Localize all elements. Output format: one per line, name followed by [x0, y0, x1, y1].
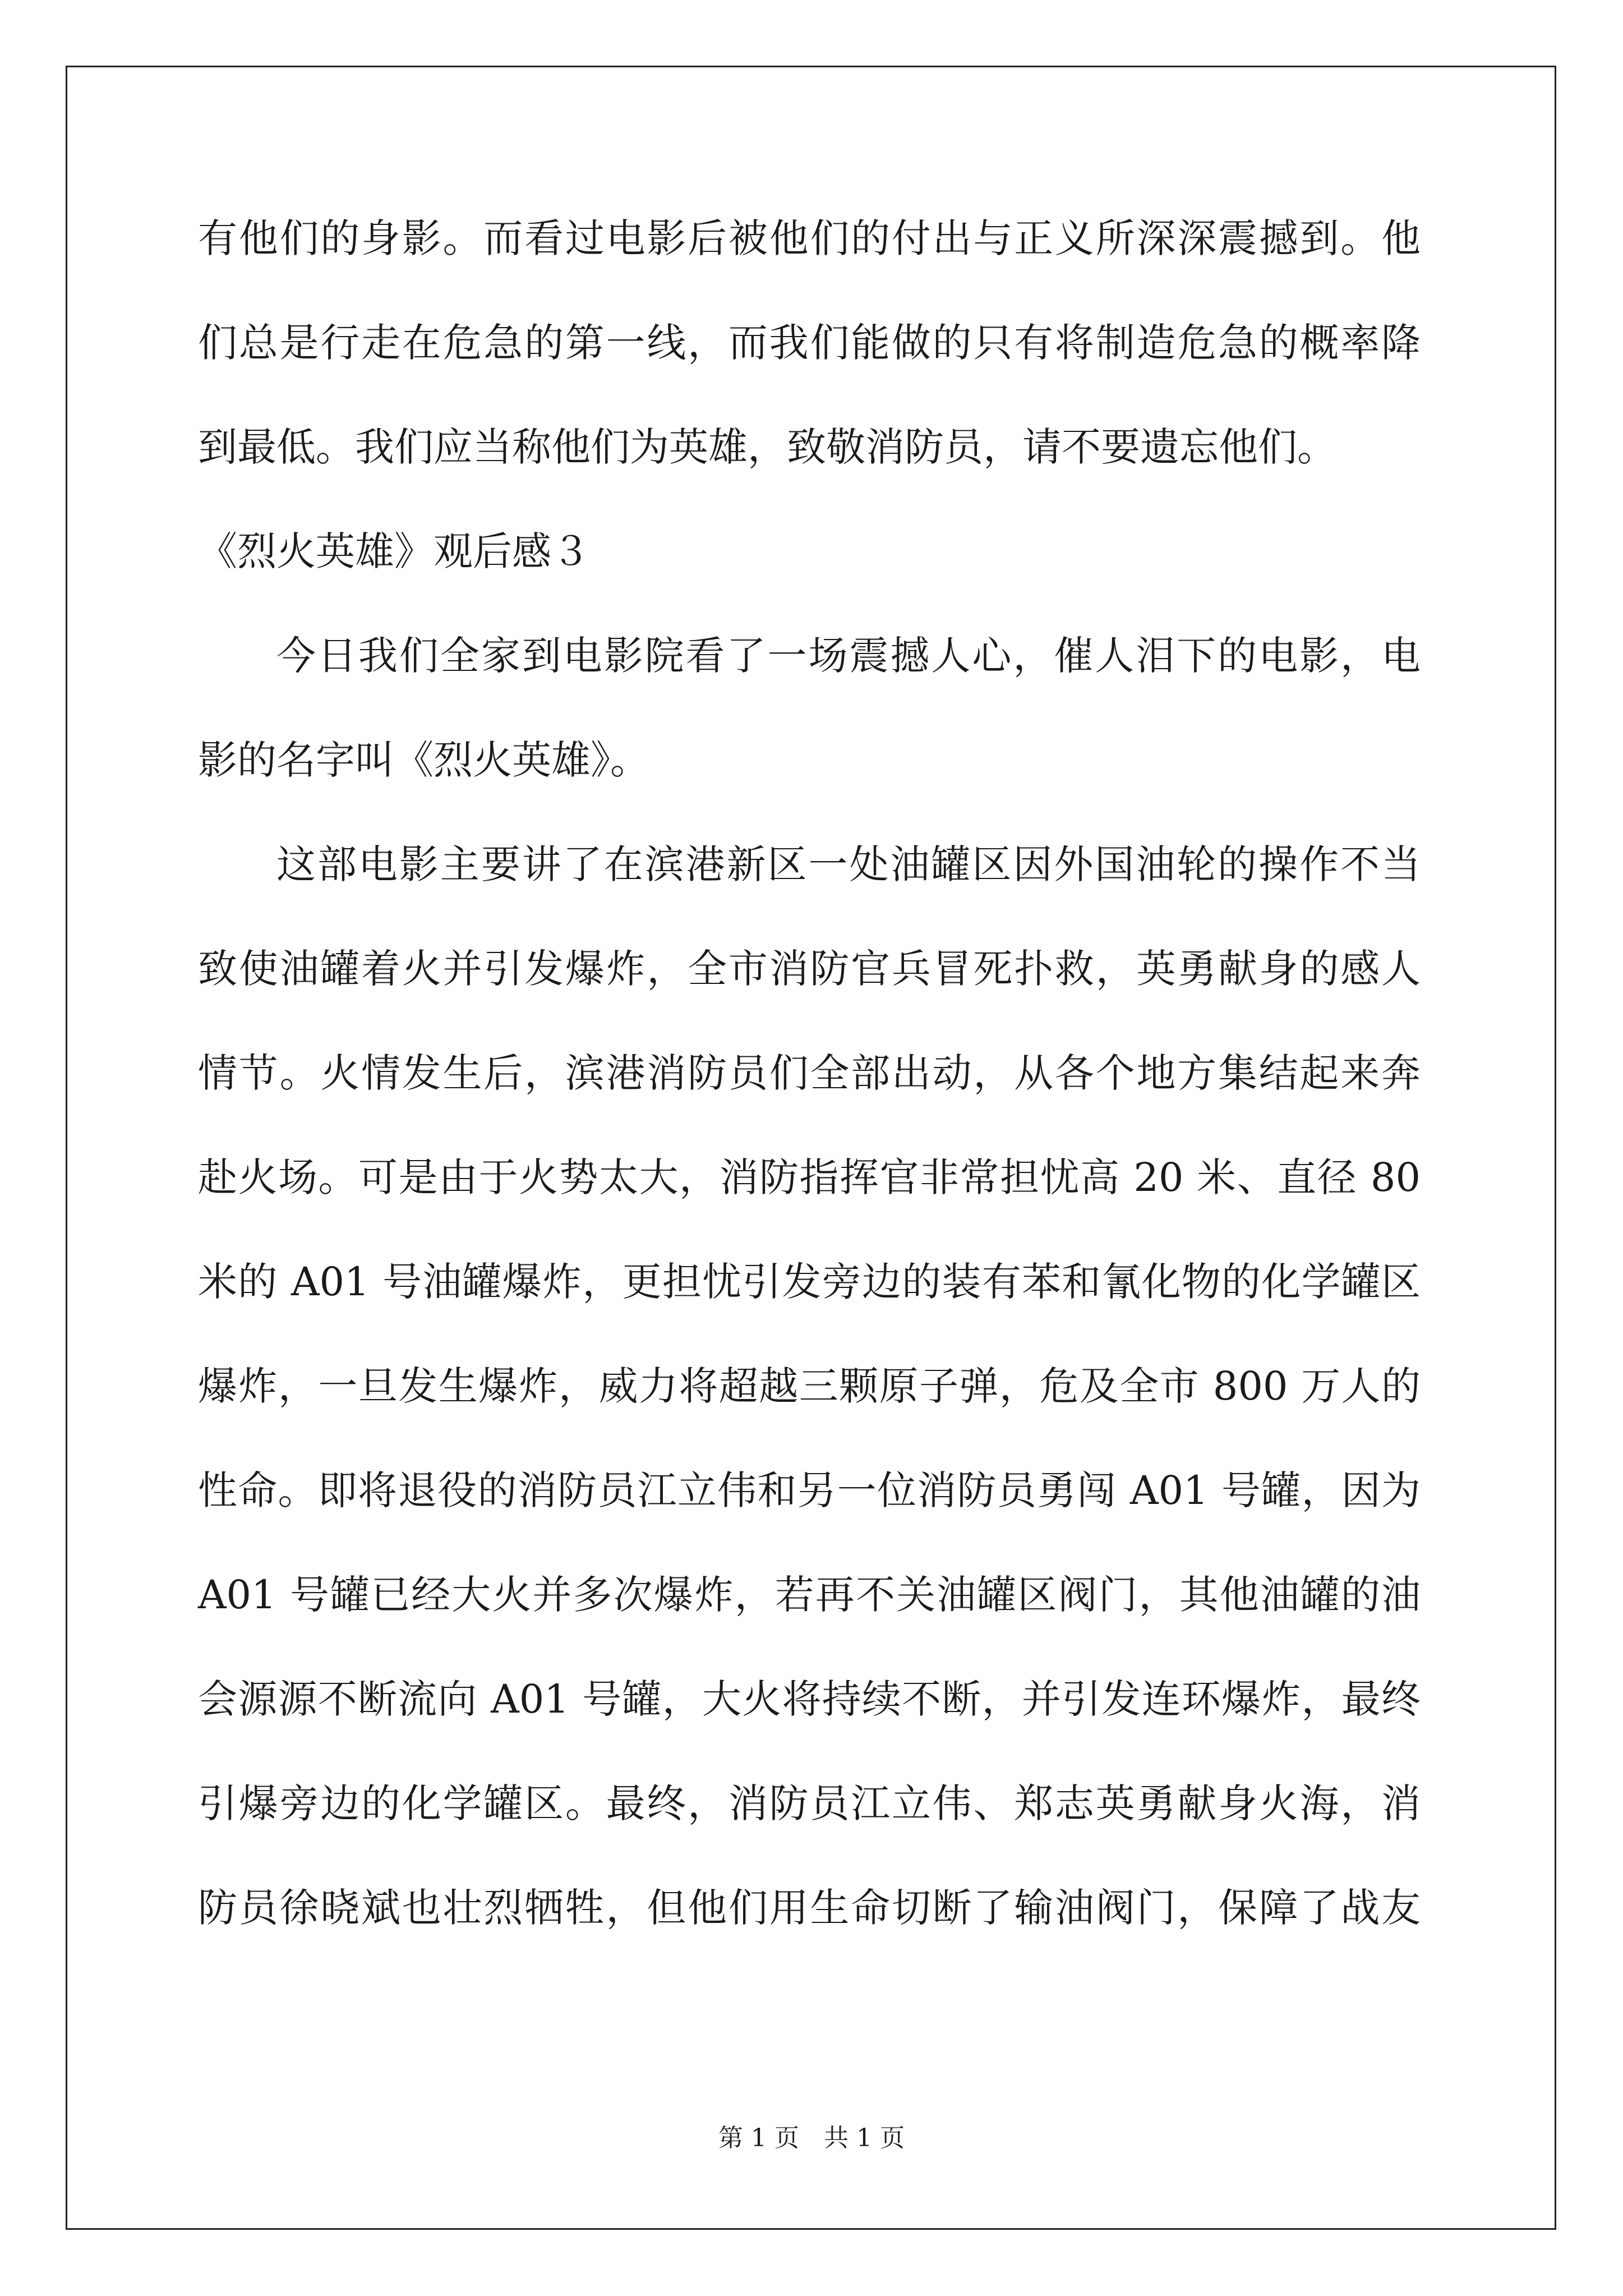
paragraph-first-line: 这部电影主要讲了在滨港新区一处油罐区因外国油轮的操作不当	[276, 841, 1421, 887]
section-heading: 《烈火英雄》观后感３	[198, 528, 591, 574]
page-number-footer: 第 1 页 共 1 页	[718, 2124, 905, 2152]
text-line: 米的 A01 号油罐爆炸，更担忧引发旁边的装有苯和氰化物的化学罐区	[198, 1259, 1421, 1305]
document-body	[198, 215, 1421, 1993]
text-line: 引爆旁边的化学罐区。最终，消防员江立伟、郑志英勇献身火海，消	[198, 1780, 1421, 1826]
text-line: 情节。火情发生后，滨港消防员们全部出动，从各个地方集结起来奔	[198, 1050, 1421, 1096]
text-line: 们总是行走在危急的第一线，而我们能做的只有将制造危急的概率降	[198, 320, 1421, 366]
text-line: 防员徐晓斌也壮烈牺牲，但他们用生命切断了输油阀门，保障了战友	[198, 1885, 1421, 1931]
text-line: 赴火场。可是由于火势太大，消防指挥官非常担忧高 20 米、直径 80	[198, 1154, 1421, 1200]
text-line: 影的名字叫《烈火英雄》。	[198, 737, 649, 783]
text-line: 到最低。我们应当称他们为英雄，致敬消防员，请不要遗忘他们。	[198, 424, 1336, 470]
text-line: 会源源不断流向 A01 号罐，大火将持续不断，并引发连环爆炸，最终	[198, 1676, 1421, 1722]
text-line: 有他们的身影。而看过电影后被他们的付出与正义所深深震撼到。他	[198, 215, 1421, 261]
text-line: 性命。即将退役的消防员江立伟和另一位消防员勇闯 A01 号罐，因为	[198, 1467, 1421, 1513]
paragraph-first-line: 今日我们全家到电影院看了一场震撼人心，催人泪下的电影，电	[276, 633, 1421, 679]
text-line: A01 号罐已经大火并多次爆炸，若再不关油罐区阀门，其他油罐的油	[198, 1572, 1421, 1618]
text-line: 致使油罐着火并引发爆炸，全市消防官兵冒死扑救，英勇献身的感人	[198, 946, 1421, 992]
text-line: 爆炸，一旦发生爆炸，威力将超越三颗原子弹，危及全市 800 万人的	[198, 1363, 1421, 1409]
